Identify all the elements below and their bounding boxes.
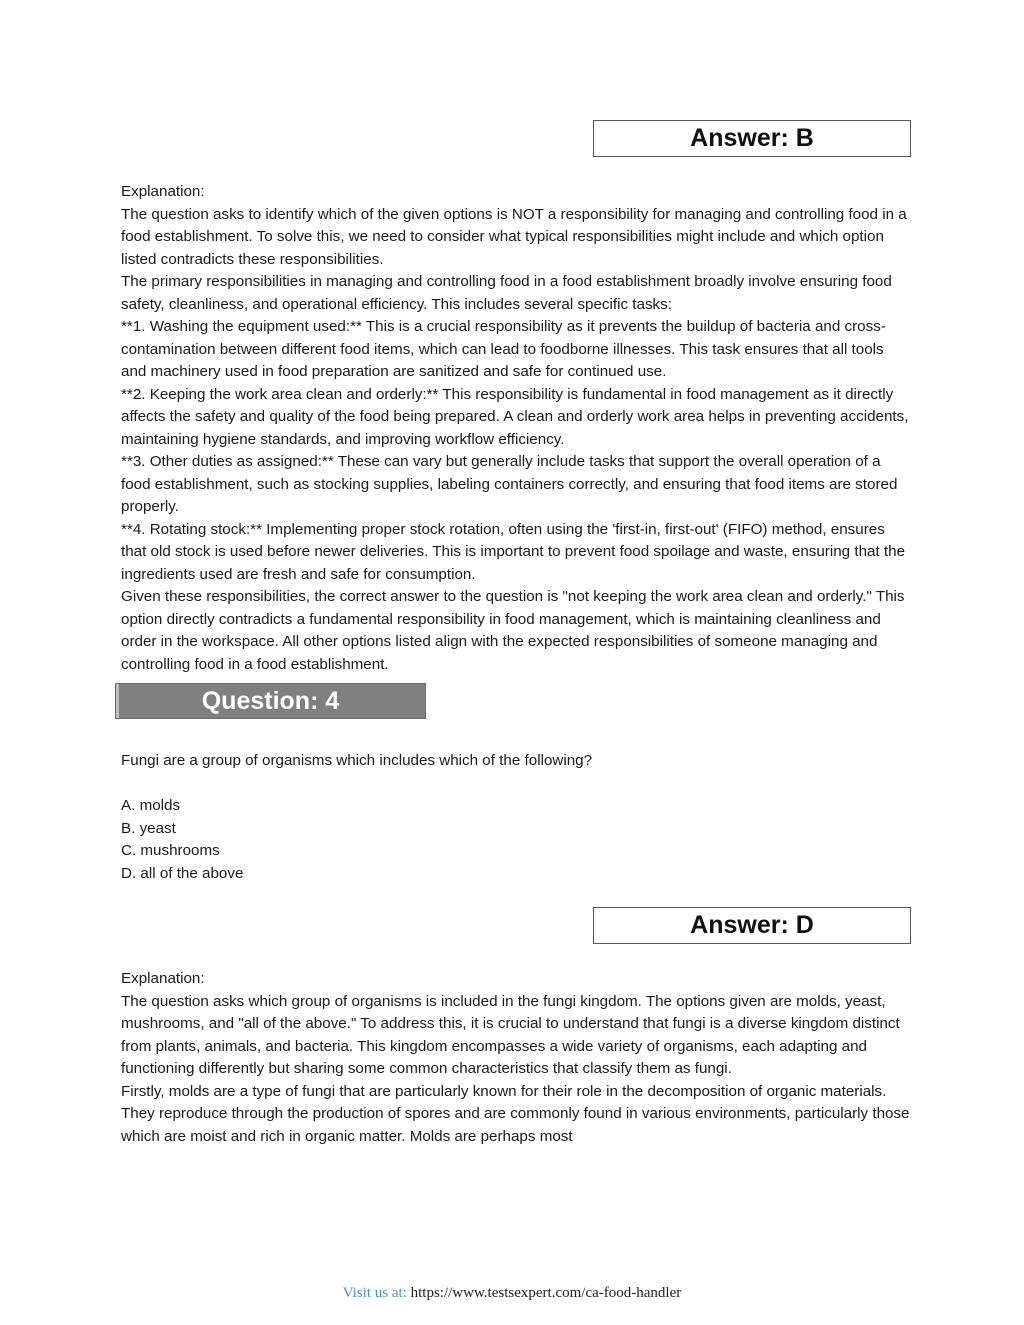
page-footer	[0, 1285, 1024, 1302]
footer-url-link[interactable]: https://www.testsexpert.com/ca-food-handler	[410, 1285, 682, 1301]
option-item: B. yeast	[121, 819, 176, 837]
explanation-paragraph: **3. Other duties as assigned:** These can vary but generally include tasks that support the overall operation of a food establishment, such as stocking supplies, labeling containers correctly, and ensuring that food items are stored properly.	[121, 453, 898, 515]
explanation-title: Explanation:	[121, 183, 205, 200]
answer-label: Answer: B	[690, 124, 814, 152]
option-item: C. mushrooms	[121, 842, 220, 859]
answer-box	[593, 120, 911, 157]
explanation-section	[121, 968, 911, 1148]
explanation-paragraph: **1. Washing the equipment used:** This is a crucial responsibility as it prevents the buildup of bacteria and cross-contamination between different food items, which can lead to foodborne illnesses. This task ensures that all tools and machinery used in food preparation are sanitized and safe for continued use.	[121, 318, 886, 380]
footer-label: Visit us at:	[342, 1285, 407, 1301]
answer-box	[593, 907, 911, 944]
explanation-paragraph: **2. Keeping the work area clean and orderly:** This responsibility is fundamental in food management as it directly affects the safety and quality of the food being prepared. A clean and orderly work area helps in preventing accidents, maintaining hygiene standards, and improving workflow efficiency.	[121, 385, 909, 448]
explanation-paragraph: The question asks to identify which of the given options is NOT a responsibility for managing and controlling food in a food establishment. To solve this, we need to consider what typical responsibilities might include and which option listed contradicts these responsibilities.	[121, 205, 907, 268]
option-item: A. molds	[121, 797, 181, 814]
explanation-paragraph: Firstly, molds are a type of fungi that are particularly known for their role in the decomposition of organic materials. They reproduce through the production of spores and are commonly found in various environments, particularly those which are moist and rich in organic matter. Molds are perhaps most	[121, 1082, 910, 1145]
question-prompt: Fungi are a group of organisms which includes which of the following?	[121, 752, 593, 769]
question-number: Question: 4	[201, 686, 340, 715]
option-item: D. all of the above	[121, 864, 244, 882]
question-text	[121, 750, 911, 773]
explanation-paragraph: The primary responsibilities in managing and controlling food in a food establishment broadly involve ensuring food safety, cleanliness, and operational efficiency. This includes several specific tasks:	[121, 273, 892, 313]
explanation-title: Explanation:	[121, 970, 205, 987]
explanation-paragraph: The question asks which group of organisms is included in the fungi kingdom. The options given are molds, yeast, mushrooms, and "all of the above." To address this, it is crucial to understand that fungi is a diverse kingdom distinct from plants, animals, and bacteria. This kingdom encompasses a wide variety of organisms, each adapting and functioning differently but sharing some common characteristics that classify them as fungi.	[121, 992, 900, 1077]
answer-label: Answer: D	[690, 911, 814, 939]
question-banner	[115, 683, 426, 719]
explanation-section	[121, 181, 911, 676]
explanation-paragraph: **4. Rotating stock:** Implementing proper stock rotation, often using the 'first-in, first-out' (FIFO) method, ensures that old stock is used before newer deliveries. This is important to prevent food spoilage and waste, ensuring that the ingredients used are fresh and safe for consumption.	[121, 520, 906, 583]
explanation-paragraph: Given these responsibilities, the correct answer to the question is "not keeping the work area clean and orderly." This option directly contradicts a fundamental responsibility in food management, which is maintaining cleanliness and order in the workspace. All other options listed align with the expected responsibilities of someone managing and controlling food in a food establishment.	[121, 588, 905, 673]
options-list	[121, 795, 911, 885]
